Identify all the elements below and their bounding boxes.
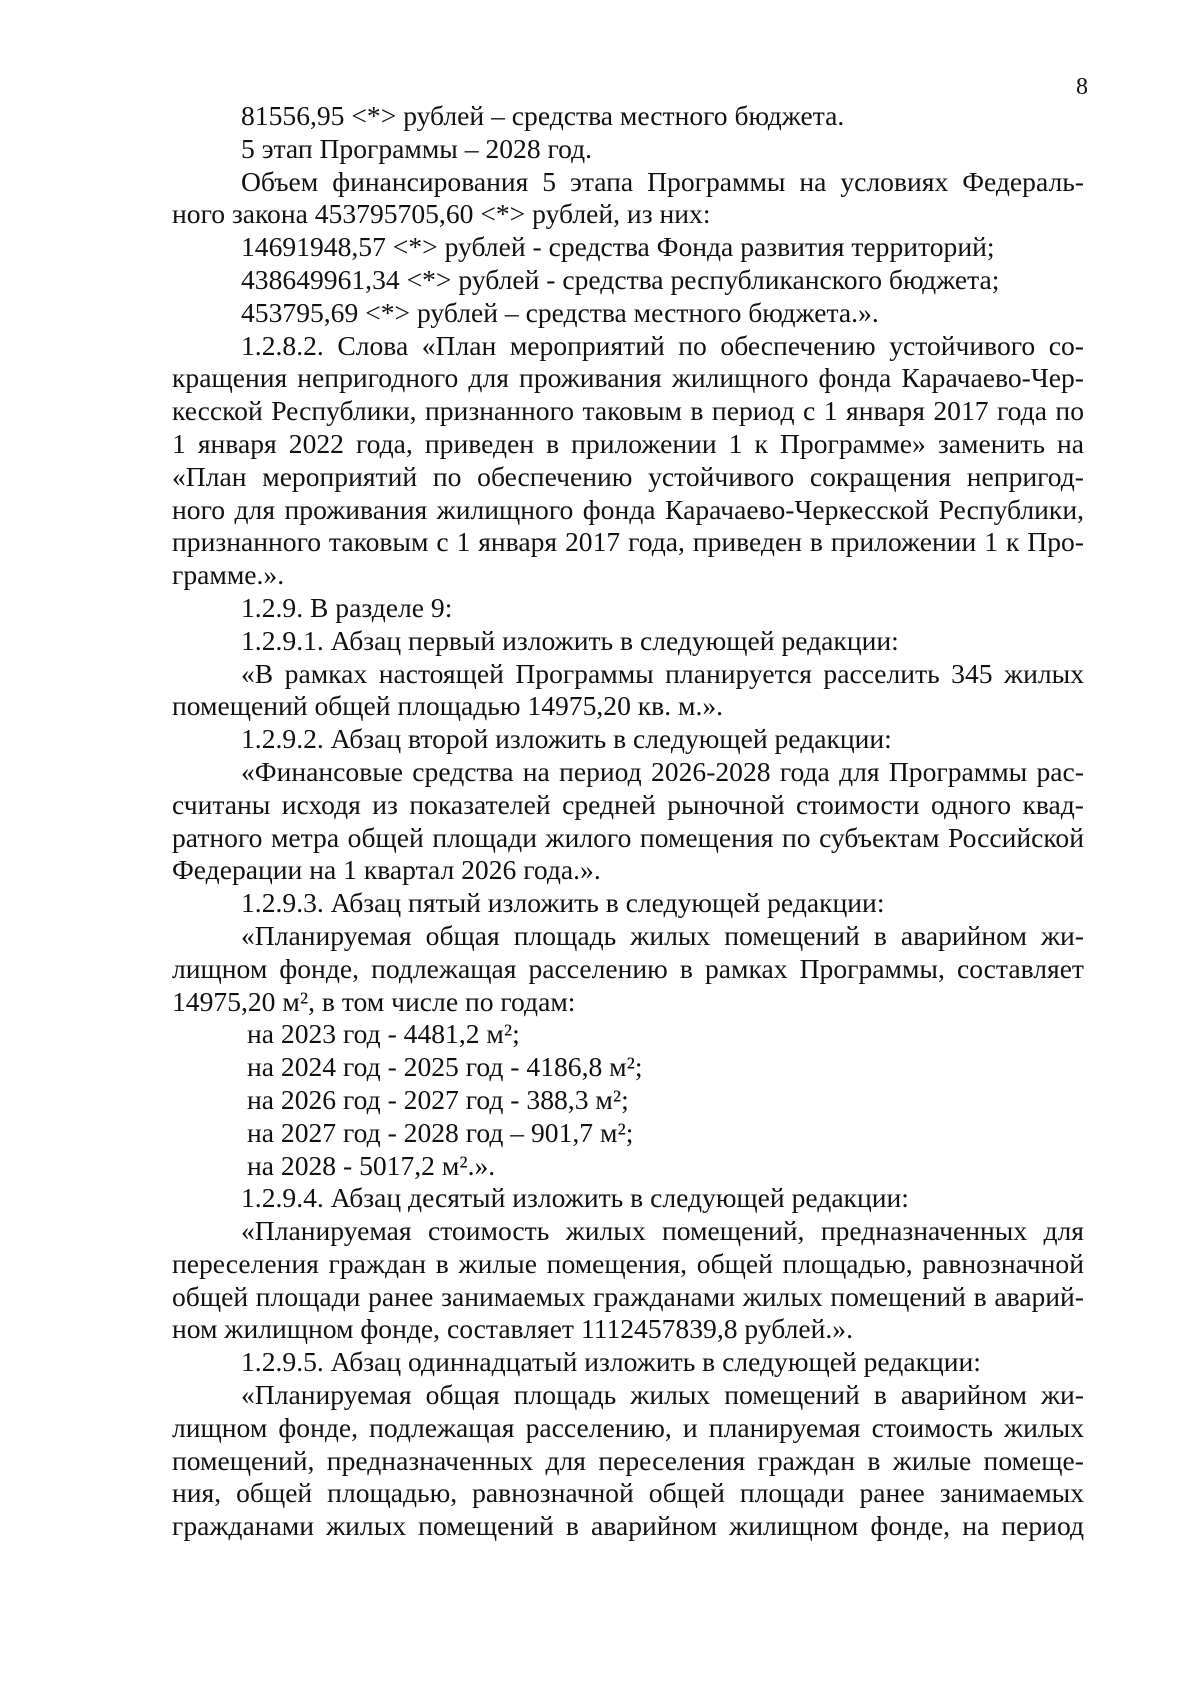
text-line: помещений общей площадью 14975,20 кв. м.». [172, 690, 724, 722]
text-line: на 2026 год - 2027 год - 388,3 м²; [247, 1083, 629, 1115]
document-body [172, 100, 1084, 1543]
text-line: 1.2.9.1. Абзац первый изложить в следующей редакции: [241, 624, 899, 656]
text-line: на 2023 год - 4481,2 м²; [247, 1018, 520, 1050]
text-line: 14691948,57 <*> рублей - средства Фонда развития территорий; [241, 231, 995, 263]
text-line: 438649961,34 <*> рублей - средства республиканского бюджета; [241, 263, 1000, 295]
text-line: ратного метра общей площади жилого помещения по субъектам Российской [172, 821, 1084, 853]
text-line: Федерации на 1 квартал 2026 года.». [172, 854, 601, 886]
text-line: 14975,20 м², в том числе по годам: [172, 985, 576, 1017]
text-line: 1.2.9.5. Абзац одиннадцатый изложить в следующей редакции: [241, 1346, 981, 1378]
text-line: 1.2.8.2. Слова «План мероприятий по обеспечению устойчивого со- [241, 329, 1084, 361]
text-line: помещений, предназначенных для переселения граждан в жилые помеще- [172, 1444, 1084, 1476]
text-line: 1.2.9.4. Абзац десятый изложить в следующей редакции: [241, 1182, 909, 1214]
text-line: лищном фонде, подлежащая расселению в рамках Программы, составляет [172, 952, 1084, 984]
text-line: признанного таковым с 1 января 2017 года, приведен в приложении 1 к Про- [172, 526, 1084, 558]
text-line: на 2028 - 5017,2 м².». [247, 1149, 496, 1181]
text-line: переселения граждан в жилые помещения, общей площадью, равнозначной [172, 1247, 1084, 1279]
text-line: общей площади ранее занимаемых гражданами жилых помещений в аварий- [172, 1280, 1084, 1312]
text-line: грамме.». [172, 559, 285, 591]
page-number: 8 [1076, 74, 1088, 100]
text-line: ного для проживания жилищного фонда Карачаево-Черкесской Республики, [172, 493, 1084, 525]
text-line: лищном фонде, подлежащая расселению, и планируемая стоимость жилых [172, 1411, 1084, 1443]
text-line: на 2027 год - 2028 год – 901,7 м²; [247, 1116, 634, 1148]
text-line: ном жилищном фонде, составляет 1112457839,8 рублей.». [172, 1313, 854, 1345]
text-line: 1.2.9. В разделе 9: [241, 591, 453, 623]
text-line: 1.2.9.3. Абзац пятый изложить в следующей редакции: [241, 887, 885, 919]
text-line: считаны исходя из показателей средней рыночной стоимости одного квад- [172, 788, 1084, 820]
text-line: 1.2.9.2. Абзац второй изложить в следующей редакции: [241, 723, 892, 755]
text-line: гражданами жилых помещений в аварийном жилищном фонде, на период [172, 1510, 1084, 1542]
text-line: «Планируемая стоимость жилых помещений, предназначенных для [241, 1215, 1084, 1247]
text-line: 81556,95 <*> рублей – средства местного бюджета. [241, 100, 845, 131]
text-line: «Планируемая общая площадь жилых помещений в аварийном жи- [241, 1379, 1084, 1411]
text-line: «План мероприятий по обеспечению устойчивого сокращения непригод- [172, 460, 1084, 492]
text-line: кесской Республики, признанного таковым в период с 1 января 2017 года по [172, 395, 1084, 427]
text-line: «В рамках настоящей Программы планируется расселить 345 жилых [241, 657, 1084, 689]
text-line: ного закона 453795705,60 <*> рублей, из них: [172, 198, 711, 230]
text-line: на 2024 год - 2025 год - 4186,8 м²; [247, 1051, 643, 1083]
text-line: ния, общей площадью, равнозначной общей площади ранее занимаемых [172, 1477, 1084, 1509]
text-line: «Финансовые средства на период 2026-2028 года для Программы рас- [241, 755, 1084, 787]
text-line: «Планируемая общая площадь жилых помещений в аварийном жи- [241, 919, 1084, 951]
text-line: 1 января 2022 года, приведен в приложении 1 к Программе» заменить на [172, 427, 1084, 459]
text-line: Объем финансирования 5 этапа Программы на условиях Федераль- [241, 165, 1084, 197]
text-line: 5 этап Программы – 2028 год. [241, 132, 593, 164]
text-line: кращения непригодного для проживания жилищного фонда Карачаево-Чер- [172, 362, 1084, 394]
text-line: 453795,69 <*> рублей – средства местного бюджета.». [241, 296, 879, 328]
